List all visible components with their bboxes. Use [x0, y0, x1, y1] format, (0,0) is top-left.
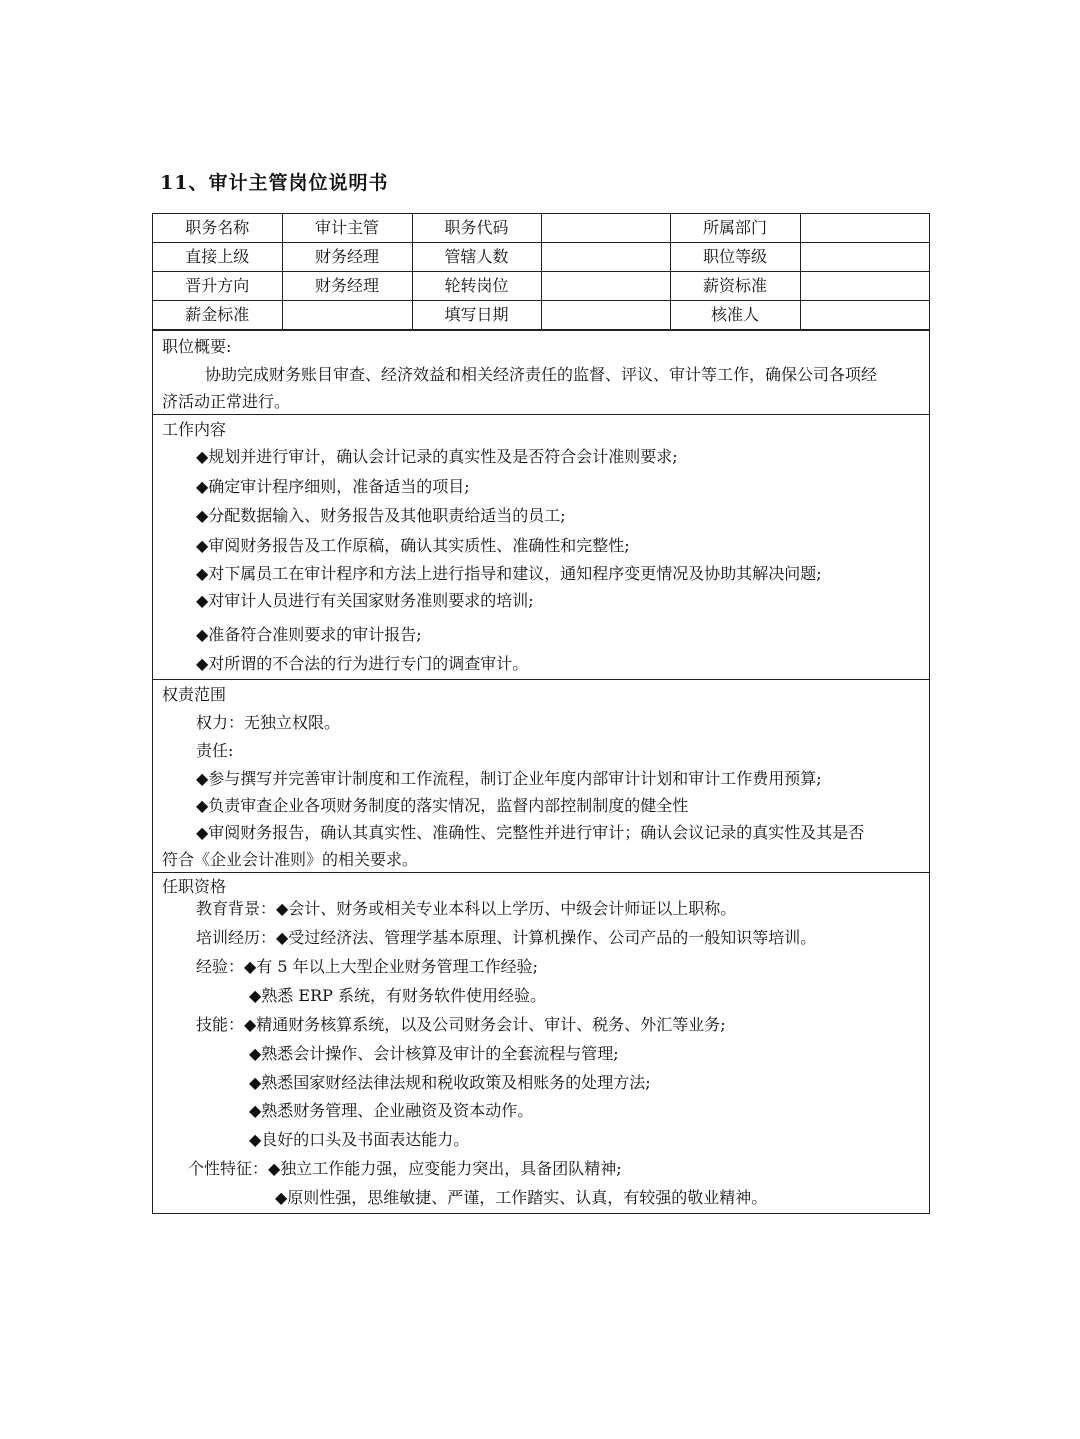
table-cell: 财务经理 [282, 243, 412, 272]
list-item: ◆对下属员工在审计程序和方法上进行指导和建议，通知程序变更情况及协助其解决问题; [196, 564, 822, 583]
list-item: 经验：◆有 5 年以上大型企业财务管理工作经验; [196, 957, 539, 976]
table-cell: 薪金标准 [153, 301, 282, 330]
table-cell: 核准人 [670, 301, 800, 330]
list-item: ◆参与撰写并完善审计制度和工作流程，制订企业年度内部审计计划和审计工作费用预算; [196, 769, 822, 788]
table-cell [541, 301, 670, 330]
table-cell [282, 301, 412, 330]
qualification-section [153, 872, 929, 1213]
list-item: 技能：◆精通财务核算系统，以及公司财务会计、审计、税务、外汇等业务; [196, 1015, 726, 1034]
table-cell: 轮转岗位 [412, 272, 541, 301]
table-cell [800, 214, 929, 243]
list-item: ◆分配数据输入、财务报告及其他职责给适当的员工; [196, 506, 566, 525]
list-item: ◆负责审查企业各项财务制度的落实情况，监督内部控制制度的健全性 [196, 796, 689, 815]
table-row [153, 214, 929, 243]
list-item: ◆对所谓的不合法的行为进行专门的调查审计。 [196, 654, 529, 673]
list-item: ◆熟悉 ERP 系统，有财务软件使用经验。 [249, 986, 546, 1005]
list-item: ◆确定审计程序细则，准备适当的项目; [196, 477, 470, 496]
duty-label: 责任: [196, 741, 234, 760]
table-cell: 审计主管 [282, 214, 412, 243]
table-cell: 晋升方向 [153, 272, 282, 301]
table-cell [541, 243, 670, 272]
overview-text: 协助完成财务账目审查、经济效益和相关经济责任的监督、评议、审计等工作，确保公司各项经 [205, 365, 878, 384]
table-cell [800, 301, 929, 330]
list-item: ◆熟悉财务管理、企业融资及资本动作。 [249, 1101, 534, 1120]
list-item: ◆原则性强，思维敏捷、严谨，工作踏实、认真，有较强的敬业精神。 [275, 1188, 768, 1207]
page-title: 11、审计主管岗位说明书 [160, 172, 389, 194]
table-cell: 直接上级 [153, 243, 282, 272]
table-cell: 职位等级 [670, 243, 800, 272]
rights-section [153, 679, 929, 872]
table-cell [541, 272, 670, 301]
table-row [153, 243, 929, 272]
work-section [153, 414, 929, 679]
work-heading: 工作内容 [162, 420, 227, 439]
rights-heading: 权责范围 [162, 685, 227, 704]
overview-text: 济活动正常进行。 [162, 392, 291, 411]
list-item: ◆良好的口头及书面表达能力。 [249, 1130, 470, 1149]
qualification-heading: 任职资格 [162, 877, 227, 896]
table-row [153, 272, 929, 301]
list-item: ◆审阅财务报告，确认其真实性、准确性、完整性并进行审计；确认会议记录的真实性及其是否 [196, 823, 865, 842]
table-row [153, 301, 929, 330]
list-item: ◆规划并进行审计，确认会计记录的真实性及是否符合会计准则要求; [196, 447, 678, 466]
table-cell: 职务代码 [412, 214, 541, 243]
list-item: ◆准备符合准则要求的审计报告; [196, 625, 422, 644]
table-cell [800, 272, 929, 301]
list-item: ◆熟悉国家财经法律法规和税收政策及相账务的处理方法; [249, 1073, 651, 1092]
overview-section [153, 330, 929, 414]
job-description-form [152, 213, 930, 1214]
table-cell: 职务名称 [153, 214, 282, 243]
table-cell: 管辖人数 [412, 243, 541, 272]
list-item: 个性特征：◆独立工作能力强，应变能力突出，具备团队精神; [188, 1159, 622, 1178]
info-table [153, 214, 929, 330]
power-text: 权力：无独立权限。 [196, 713, 341, 732]
list-item: ◆对审计人员进行有关国家财务准则要求的培训; [196, 591, 534, 610]
overview-heading: 职位概要: [162, 337, 232, 356]
table-cell: 财务经理 [282, 272, 412, 301]
table-cell [800, 243, 929, 272]
table-cell [541, 214, 670, 243]
table-cell: 所属部门 [670, 214, 800, 243]
list-item: 培训经历：◆受过经济法、管理学基本原理、计算机操作、公司产品的一般知识等培训。 [196, 928, 817, 947]
list-item: ◆审阅财务报告及工作原稿，确认其实质性、准确性和完整性; [196, 536, 630, 555]
table-cell: 薪资标准 [670, 272, 800, 301]
list-item: 符合《企业会计准则》的相关要求。 [162, 850, 419, 869]
table-cell: 填写日期 [412, 301, 541, 330]
list-item: ◆熟悉会计操作、会计核算及审计的全套流程与管理; [249, 1044, 619, 1063]
list-item: 教育背景：◆会计、财务或相关专业本科以上学历、中级会计师证以上职称。 [196, 899, 737, 918]
